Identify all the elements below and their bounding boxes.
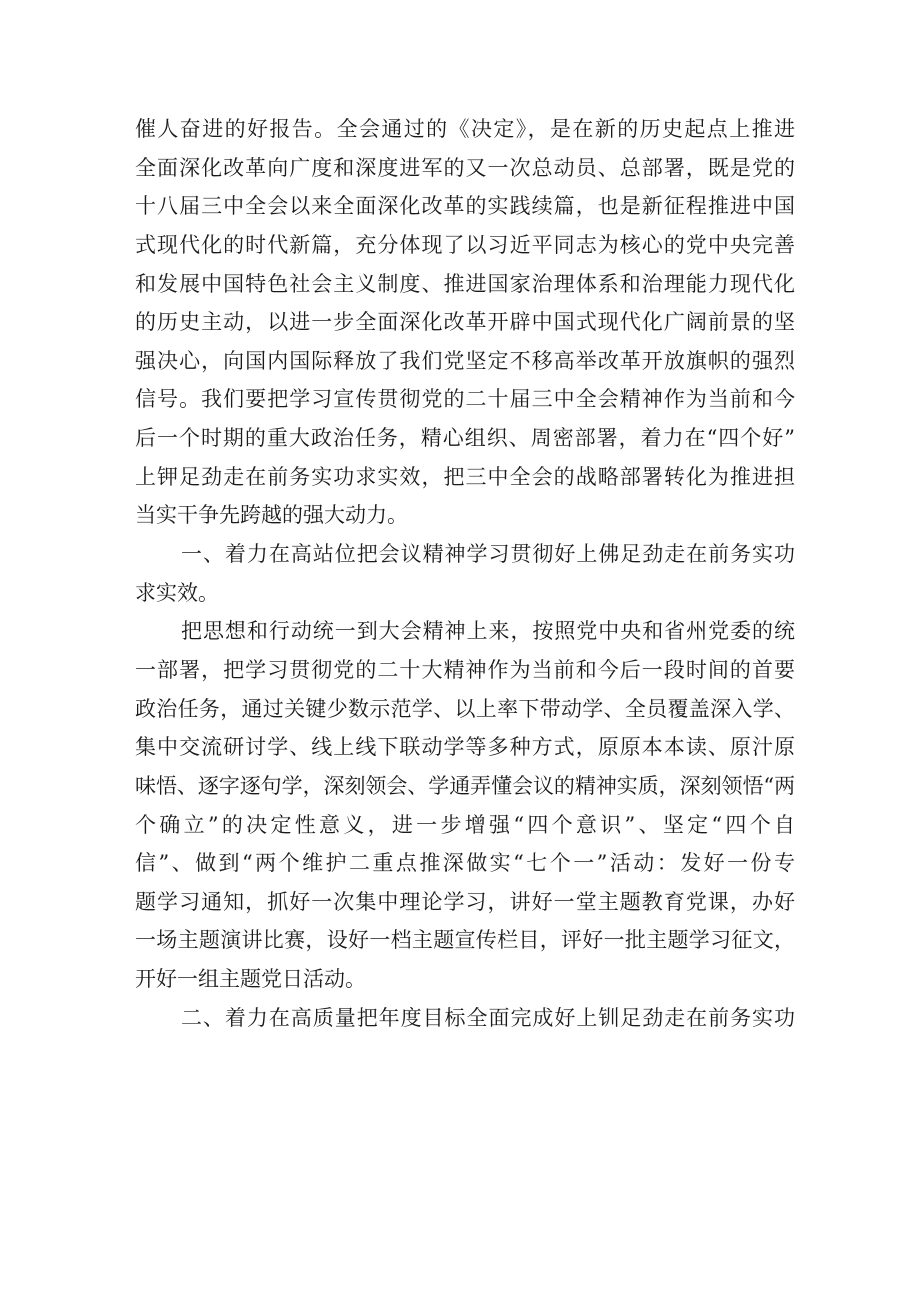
text-line: 味悟、逐字逐句学，深刻领会、学通弄懂会议的精神实质，深刻领悟“两 — [135, 773, 795, 798]
text-line: 当实干争先跨越的强大动力。 — [135, 503, 408, 528]
text-line: 强决心，向国内国际释放了我们党坚定不移高举改革开放旗帜的强烈 — [135, 348, 795, 373]
section-heading-1 — [135, 535, 795, 612]
text-line: 催人奋进的好报告。全会通过的《决定》，是在新的历史起点上推进 — [135, 117, 795, 141]
text-line: 一场主题演讲比赛，设好一档主题宣传栏目，评好一批主题学习征文， — [135, 928, 795, 953]
text-line: 开好一组主题党日活动。 — [135, 967, 366, 992]
text-line: 一、着力在高站位把会议精神学习贯彻好上佛足劲走在前务实功 — [181, 542, 795, 567]
section-heading-2 — [135, 999, 795, 1038]
text-line: 集中交流研讨学、线上线下联动学等多种方式，原原本本读、原汁原 — [135, 735, 795, 760]
text-line: 个确立”的决定性意义，进一步增强“四个意识”、坚定“四个自 — [135, 812, 795, 837]
text-line: 政治任务，通过关键少数示范学、以上率下带动学、全员覆盖深入学、 — [135, 696, 795, 721]
text-line: 一部署，把学习贯彻党的二十大精神作为当前和今后一段时间的首要 — [135, 657, 795, 682]
text-line: 信号。我们要把学习宣传贯彻党的二十届三中全会精神作为当前和今 — [135, 387, 795, 412]
text-line: 上钾足劲走在前务实功求实效，把三中全会的战略部署转化为推进担 — [135, 464, 795, 489]
paragraph-3 — [135, 612, 795, 998]
text-line: 十八届三中全会以来全面深化改革的实践续篇，也是新征程推进中国 — [135, 194, 795, 219]
document-body — [135, 110, 795, 1037]
text-line: 把思想和行动统一到大会精神上来，按照党中央和省州党委的统 — [181, 619, 795, 644]
text-line: 和发展中国特色社会主义制度、推进国家治理体系和治理能力现代化 — [135, 271, 795, 296]
text-line: 后一个时期的重大政治任务，精心组织、周密部署，着力在“四个好” — [135, 426, 795, 451]
text-line: 求实效。 — [135, 580, 219, 605]
paragraph-1 — [135, 110, 795, 535]
text-line: 全面深化改革向广度和深度进军的又一次总动员、总部署，既是党的 — [135, 155, 795, 180]
text-line: 信”、做到“两个维护二重点推深做实“七个一”活动：发好一份专 — [135, 851, 795, 876]
text-line: 二、着力在高质量把年度目标全面完成好上钏足劲走在前务实功 — [181, 1005, 795, 1030]
text-line: 题学习通知，抓好一次集中理论学习，讲好一堂主题教育党课，办好 — [135, 889, 795, 914]
text-line: 的历史主动，以进一步全面深化改革开辟中国式现代化广阔前景的坚 — [135, 310, 795, 335]
text-line: 式现代化的时代新篇，充分体现了以习近平同志为核心的党中央完善 — [135, 232, 795, 257]
